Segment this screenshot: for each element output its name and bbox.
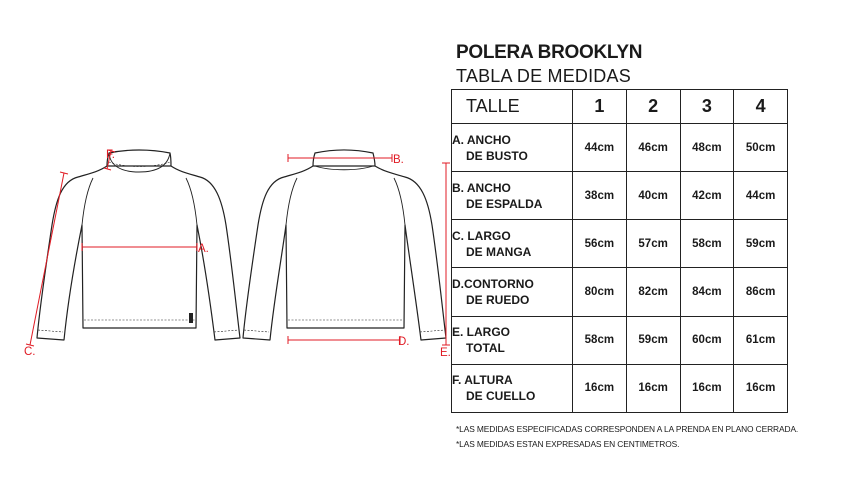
product-title: POLERA BROOKLYN (456, 42, 643, 63)
table-cell: 60cm (680, 316, 734, 364)
size-table (451, 89, 788, 413)
row-label (452, 220, 573, 268)
table-cell: 16cm (573, 364, 627, 412)
table-cell: 16cm (734, 364, 788, 412)
row-label (452, 172, 573, 220)
table-cell: 38cm (573, 172, 627, 220)
table-cell: 48cm (680, 124, 734, 172)
row-label-line1: D.CONTORNO (452, 277, 534, 292)
table-cell: 84cm (680, 268, 734, 316)
table-row (452, 364, 788, 412)
footnote-centimetros: *LAS MEDIDAS ESTAN EXPRESADAS EN CENTIMETROS. (456, 439, 680, 449)
table-cell: 50cm (734, 124, 788, 172)
table-row (452, 268, 788, 316)
header-size-1: 1 (573, 90, 627, 124)
letter-c: C. (24, 346, 36, 358)
row-label (452, 268, 573, 316)
row-label-line2: DE BUSTO (466, 148, 528, 163)
row-label (452, 316, 573, 364)
table-cell: 61cm (734, 316, 788, 364)
table-cell: 57cm (626, 220, 680, 268)
table-row (452, 220, 788, 268)
table-cell: 59cm (626, 316, 680, 364)
header-size-2: 2 (626, 90, 680, 124)
letter-e: E. (440, 347, 451, 359)
table-cell: 58cm (573, 316, 627, 364)
letter-a: A. (198, 243, 209, 255)
row-label-line2: DE RUEDO (466, 293, 530, 308)
table-cell: 80cm (573, 268, 627, 316)
table-cell: 42cm (680, 172, 734, 220)
letter-d: D. (398, 336, 410, 348)
row-label-line1: A. ANCHO (452, 132, 511, 147)
row-label-line1: E. LARGO (452, 325, 511, 340)
header-size-4: 4 (734, 90, 788, 124)
letter-b: B. (393, 154, 404, 166)
table-cell: 44cm (734, 172, 788, 220)
table-cell: 46cm (626, 124, 680, 172)
table-row (452, 172, 788, 220)
row-label-line1: F. ALTURA (452, 373, 513, 388)
table-cell: 82cm (626, 268, 680, 316)
row-label (452, 364, 573, 412)
table-cell: 59cm (734, 220, 788, 268)
row-label-line2: DE MANGA (466, 244, 532, 259)
letter-f: F. (106, 149, 115, 161)
row-label-line1: C. LARGO (452, 228, 511, 243)
row-label (452, 124, 573, 172)
back-view-sketch (243, 150, 446, 340)
row-label-line2: TOTAL (466, 341, 505, 356)
table-header-row (452, 90, 788, 124)
table-cell: 56cm (573, 220, 627, 268)
front-view-sketch (37, 150, 240, 340)
table-cell: 44cm (573, 124, 627, 172)
row-label-line1: B. ANCHO (452, 180, 511, 195)
table-cell: 16cm (680, 364, 734, 412)
header-talle: TALLE (452, 90, 573, 124)
row-label-line2: DE CUELLO (466, 389, 536, 404)
table-subtitle: TABLA DE MEDIDAS (456, 66, 631, 86)
table-cell: 58cm (680, 220, 734, 268)
table-row (452, 316, 788, 364)
table-cell: 40cm (626, 172, 680, 220)
row-label-line2: DE ESPALDA (466, 196, 543, 211)
footnote-plano: *LAS MEDIDAS ESPECIFICADAS CORRESPONDEN A LA PRENDA EN PLANO CERRADA. (456, 424, 799, 434)
table-cell: 16cm (626, 364, 680, 412)
table-row (452, 124, 788, 172)
header-size-3: 3 (680, 90, 734, 124)
measure-line-c (30, 173, 64, 345)
table-cell: 86cm (734, 268, 788, 316)
